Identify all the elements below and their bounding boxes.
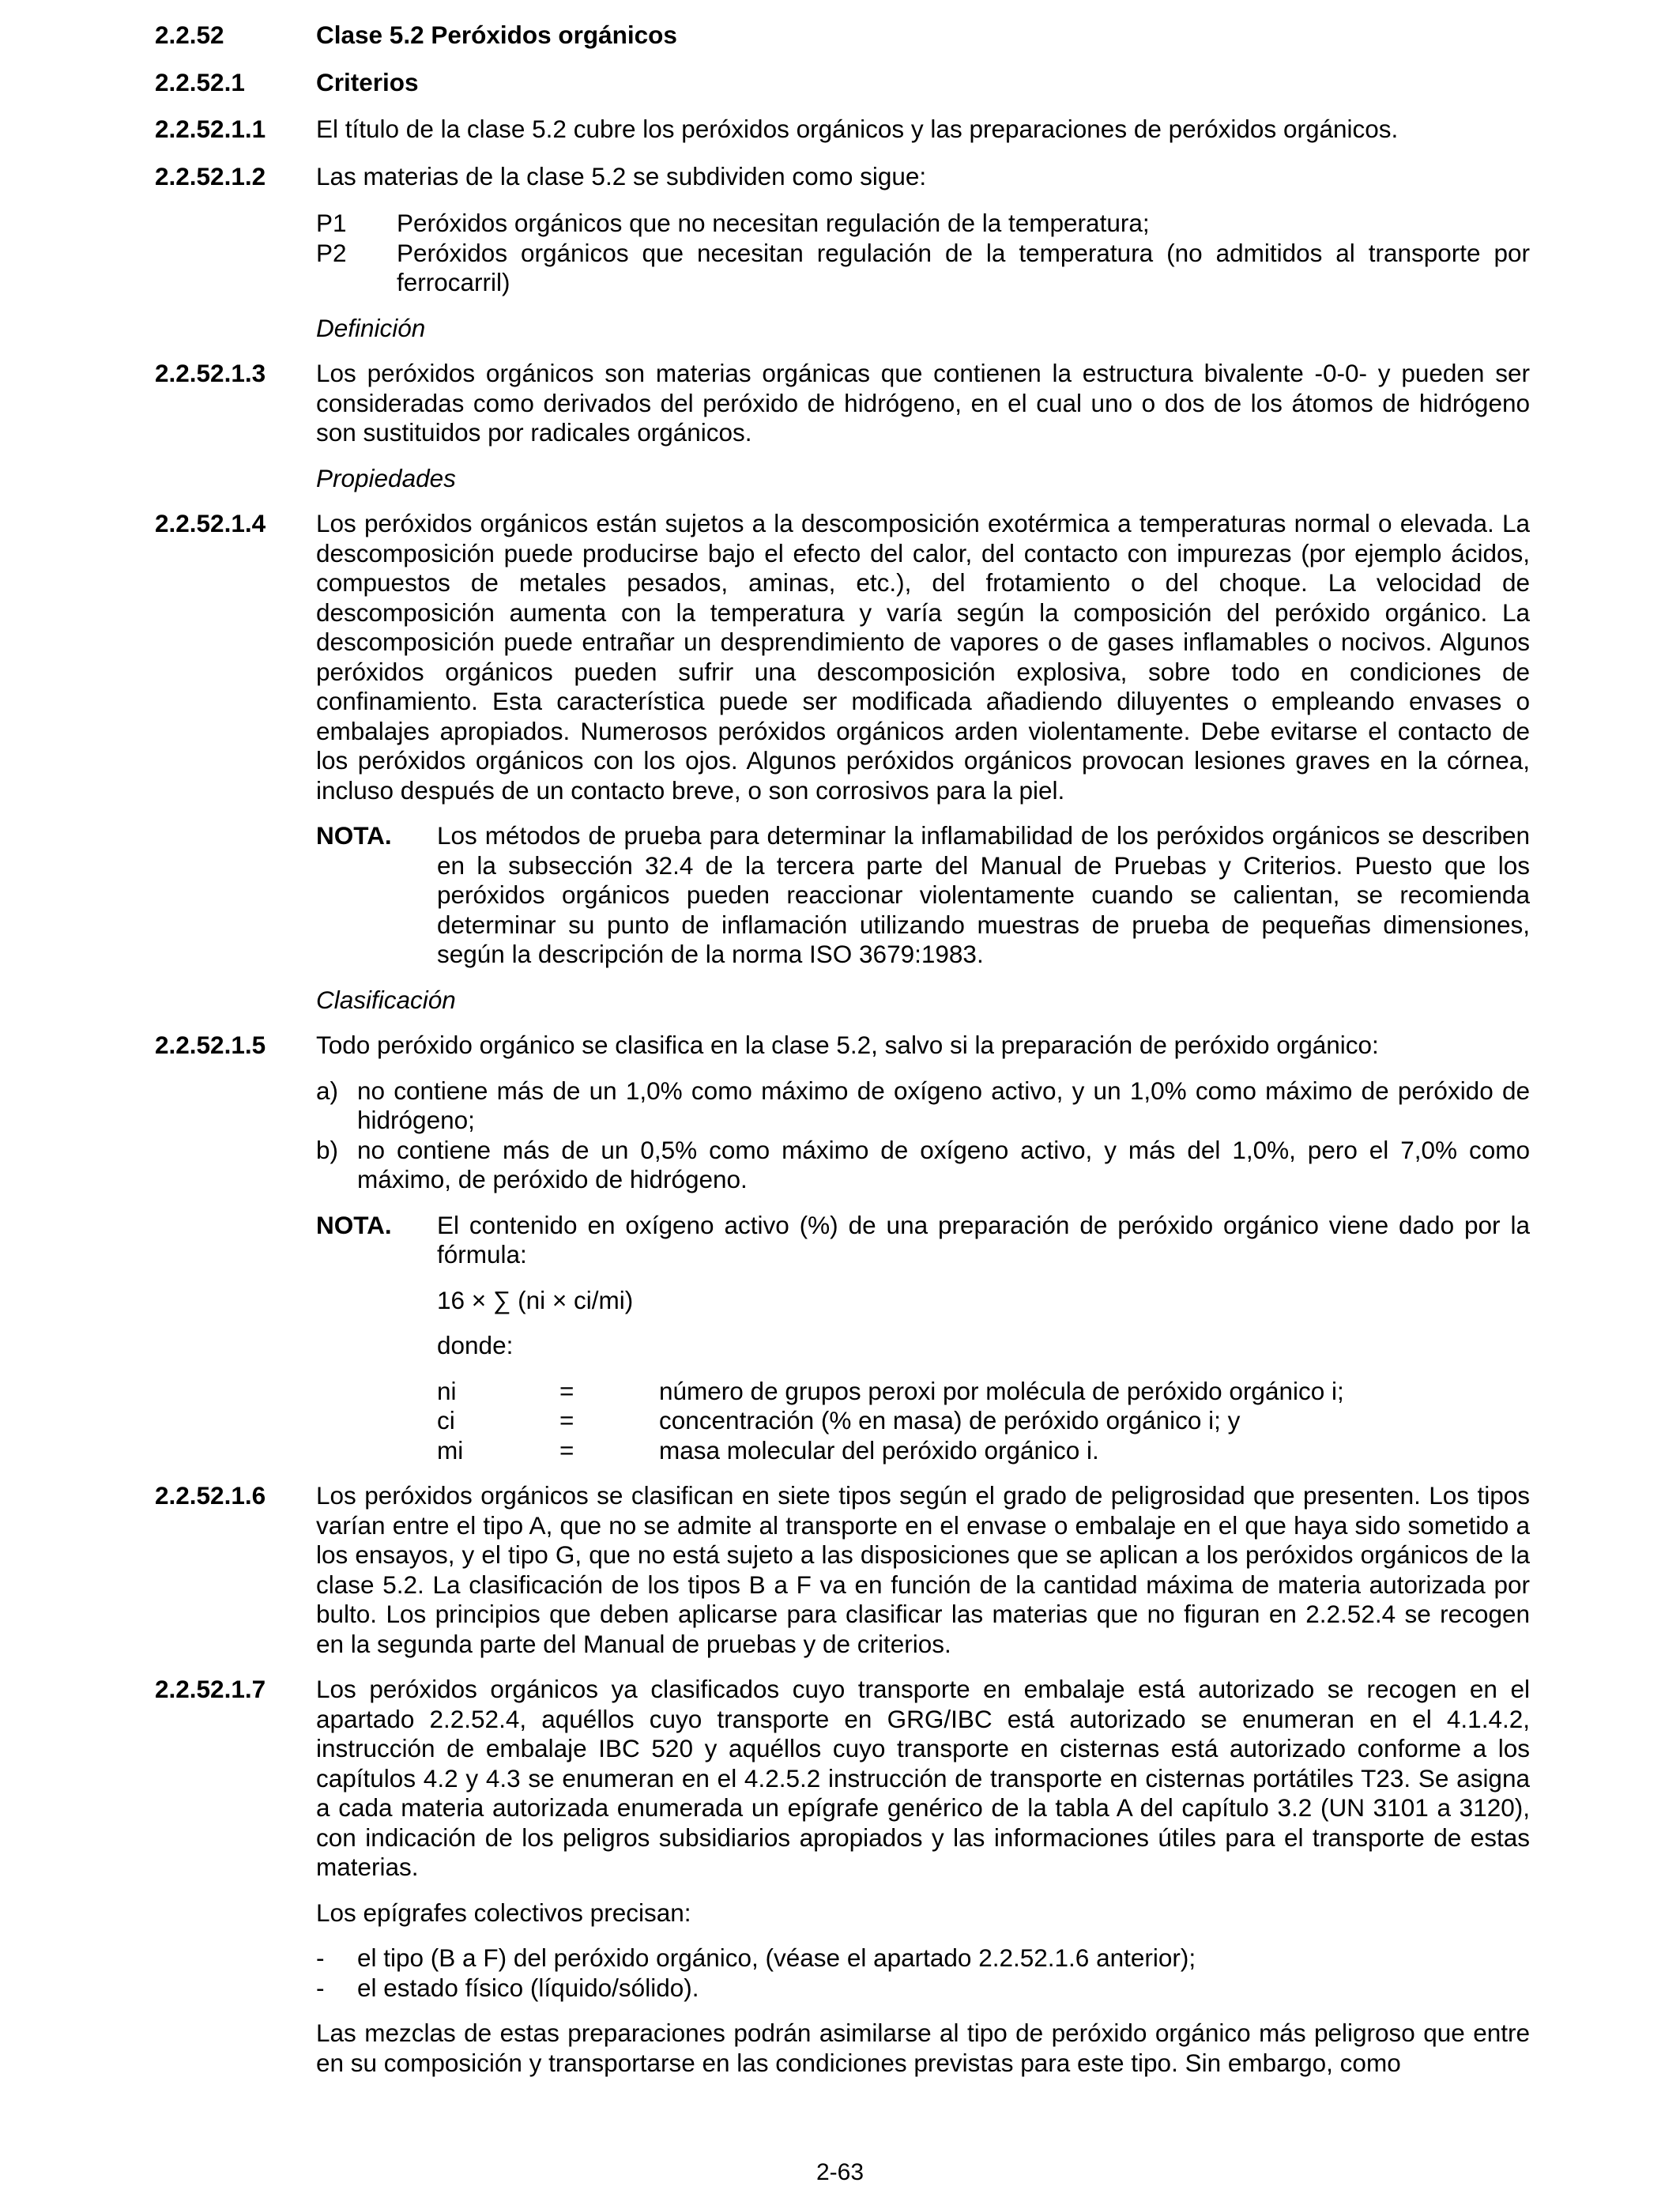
paragraph-number: 2.2.52.1.2 [155,161,266,190]
definition-text: concentración (% en masa) de peróxido orgánico i; y [659,1406,1241,1434]
paragraph-number: 2.2.52.1.7 [155,1675,266,1703]
list-item [316,239,1530,298]
paragraph-2-2-52-1-3 [155,359,1530,448]
dash-list [316,1943,1530,2003]
list-item [316,209,1530,239]
paragraph-text: Los peróxidos orgánicos se clasifican en siete tipos según el grado de peligrosidad que presenten. Los tipos varían entre el tipo A, que no se admite al transporte en el envase o embalaje en el que haya sido sometido a los ensayos, y el tipo G, que no está sujeto a las disposiciones que se aplican a los peróxidos orgánicos de la clase 5.2. La clasificación de los tipos B a F va en función de la cantidad máxima de materia autorizada por bulto. Los principios que deben aplicarse para clasificar las materias que no figuran en 2.2.52.4 se recogen en la segunda parte del Manual de pruebas y de criterios. [316,1481,1530,1658]
subsection-title: Criterios [316,67,419,96]
formula-donde: donde: [437,1331,514,1359]
paragraph-2-2-52-1-1 [155,115,1530,145]
nota-label: NOTA. [316,821,392,850]
paragraph-2-2-52-1-6 [155,1481,1530,1659]
definition-symbol: ci [437,1406,455,1434]
paragraph-2-2-52-1-4 [155,509,1530,805]
definition-text: masa molecular del peróxido orgánico i. [659,1435,1099,1465]
heading-propiedades: Propiedades [316,463,456,492]
paragraph-2-2-52-1-5 [155,1031,1530,1061]
paragraph-text: Los peróxidos orgánicos son materias orgánicas que contienen la estructura bivalente -0-0- y pueden ser consideradas como derivados del peróxido de hidrógeno, en el cual uno o dos de los átomos de hidrógeno son sustituidos por radicales orgánicos. [316,359,1530,447]
paragraph-text: Todo peróxido orgánico se clasifica en la clase 5.2, salvo si la preparación de peróxido orgánico: [316,1031,1379,1059]
paragraph-number: 2.2.52.1.4 [155,509,266,537]
definition-text: número de grupos peroxi por molécula de peróxido orgánico i; [659,1376,1344,1405]
formula: 16 × ∑ (ni × ci/mi) [437,1285,634,1314]
list-item [316,1943,1530,1973]
colectivos-intro: Los epígrafes colectivos precisan: [316,1898,691,1927]
paragraph-text: El título de la clase 5.2 cubre los peróxidos orgánicos y las preparaciones de peróxidos orgánicos. [316,115,1399,143]
list-text: Peróxidos orgánicos que necesitan regulación de la temperatura (no admitidos al transporte por ferrocarril) [397,238,1530,296]
subsection-number: 2.2.52.1 [155,67,245,96]
list-key: P1 [316,209,347,237]
heading-clasificacion: Clasificación [316,985,456,1014]
definition-row [437,1406,1530,1436]
paragraph-number: 2.2.52.1.6 [155,1481,266,1510]
definition-list [437,1377,1530,1466]
list-key: P2 [316,238,347,267]
definition-row [437,1377,1530,1407]
definition-row [437,1436,1530,1466]
document-page [155,21,1530,2078]
nota-oxigeno-activo [316,1211,1530,1466]
paragraph-text: Los peróxidos orgánicos ya clasificados cuyo transporte en embalaje está autorizado se recogen en el apartado 2.2.52.4, aquéllos cuyo transporte en GRG/IBC está autorizado se enumeran en el 4.1.4.2, instrucción de embalaje IBC 520 y aquéllos cuyo transporte en cisternas está autorizado conforme a los capítulos 4.2 y 4.3 se enumeran en el 4.2.5.2 instrucción de transporte en cisternas portátiles T23. Se asigna a cada materia autorizada enumerada un epígrafe genérico de la tabla A del capítulo 3.2 (UN 3101 a 3120), con indicación de los peligros subsidiarios apropiados y las informaciones útiles para el transporte de estas materias. [316,1675,1530,1881]
paragraph-number: 2.2.52.1.3 [155,359,266,387]
list-text: el estado físico (líquido/sólido). [357,1973,699,2002]
section-title: Clase 5.2 Peróxidos orgánicos [316,21,677,49]
paragraph-2-2-52-1-2 [155,162,1530,192]
list-text: el tipo (B a F) del peróxido orgánico, (véase el apartado 2.2.52.1.6 anterior); [357,1943,1196,1972]
paragraph-text: Las materias de la clase 5.2 se subdividen como sigue: [316,161,927,190]
subdivision-list [316,209,1530,298]
definition-equals: = [559,1376,574,1405]
nota-text: El contenido en oxígeno activo (%) de una preparación de peróxido orgánico viene dado por la fórmula: [437,1210,1530,1269]
list-key: a) [316,1076,339,1105]
mezclas-paragraph: Las mezclas de estas preparaciones podrán asimilarse al tipo de peróxido orgánico más peligroso que entre en su composición y transportarse en las condiciones previstas para este tipo. Sin embargo, como [316,2019,1530,2077]
definition-equals: = [559,1406,574,1434]
list-item [316,1136,1530,1195]
list-item [316,1076,1530,1136]
paragraph-2-2-52-1-7 [155,1675,1530,1883]
nota-inflamabilidad [316,821,1530,970]
section-heading [155,21,1530,51]
paragraph-number: 2.2.52.1.5 [155,1031,266,1059]
paragraph-number: 2.2.52.1.1 [155,115,266,143]
paragraph-text: Los peróxidos orgánicos están sujetos a la descomposición exotérmica a temperaturas normal o elevada. La descomposición puede producirse bajo el efecto del calor, del contacto con impurezas (por ejemplo ácidos, compuestos de metales pesados, aminas, etc.), del frotamiento o del choque. La velocidad de descomposición aumenta con la temperatura y varía según la composición del peróxido orgánico. La descomposición puede entrañar un desprendimiento de vapores o de gases inflamables o nocivos. Algunos peróxidos orgánicos pueden sufrir una descomposición explosiva, sobre todo en condiciones de confinamiento. Esta característica puede ser modificada añadiendo diluyentes o empleando envases o embalajes apropiados. Numerosos peróxidos orgánicos arden violentamente. Debe evitarse el contacto de los peróxidos orgánicos con los ojos. Algunos peróxidos orgánicos provocan lesiones graves en la córnea, incluso después de un contacto breve, o son corrosivos para la piel. [316,509,1530,805]
definition-symbol: ni [437,1376,457,1405]
list-bullet: - [316,1973,325,2002]
list-key: b) [316,1135,339,1164]
list-text: Peróxidos orgánicos que no necesitan regulación de la temperatura; [397,209,1150,237]
list-bullet: - [316,1943,325,1972]
subsection-heading [155,68,1530,98]
heading-definicion: Definición [316,313,426,342]
nota-label: NOTA. [316,1210,392,1239]
list-text: no contiene más de un 0,5% como máximo de oxígeno activo, y más del 1,0%, pero el 7,0% como máximo, de peróxido de hidrógeno. [357,1135,1530,1193]
section-number: 2.2.52 [155,21,224,49]
nota-text: Los métodos de prueba para determinar la inflamabilidad de los peróxidos orgánicos se describen en la subsección 32.4 de la tercera parte del Manual de Pruebas y Criterios. Puesto que los peróxidos orgánicos pueden reaccionar violentamente cuando se calientan, se recomienda determinar su punto de inflamación utilizando muestras de prueba de pequeñas dimensiones, según la descripción de la norma ISO 3679:1983. [437,821,1530,968]
list-item [316,1973,1530,2004]
definition-symbol: mi [437,1435,464,1465]
definition-equals: = [559,1435,574,1465]
conditions-list [316,1076,1530,1195]
list-text: no contiene más de un 1,0% como máximo de oxígeno activo, y un 1,0% como máximo de peróxido de hidrógeno; [357,1076,1530,1134]
page-number: 2-63 [816,2159,864,2185]
